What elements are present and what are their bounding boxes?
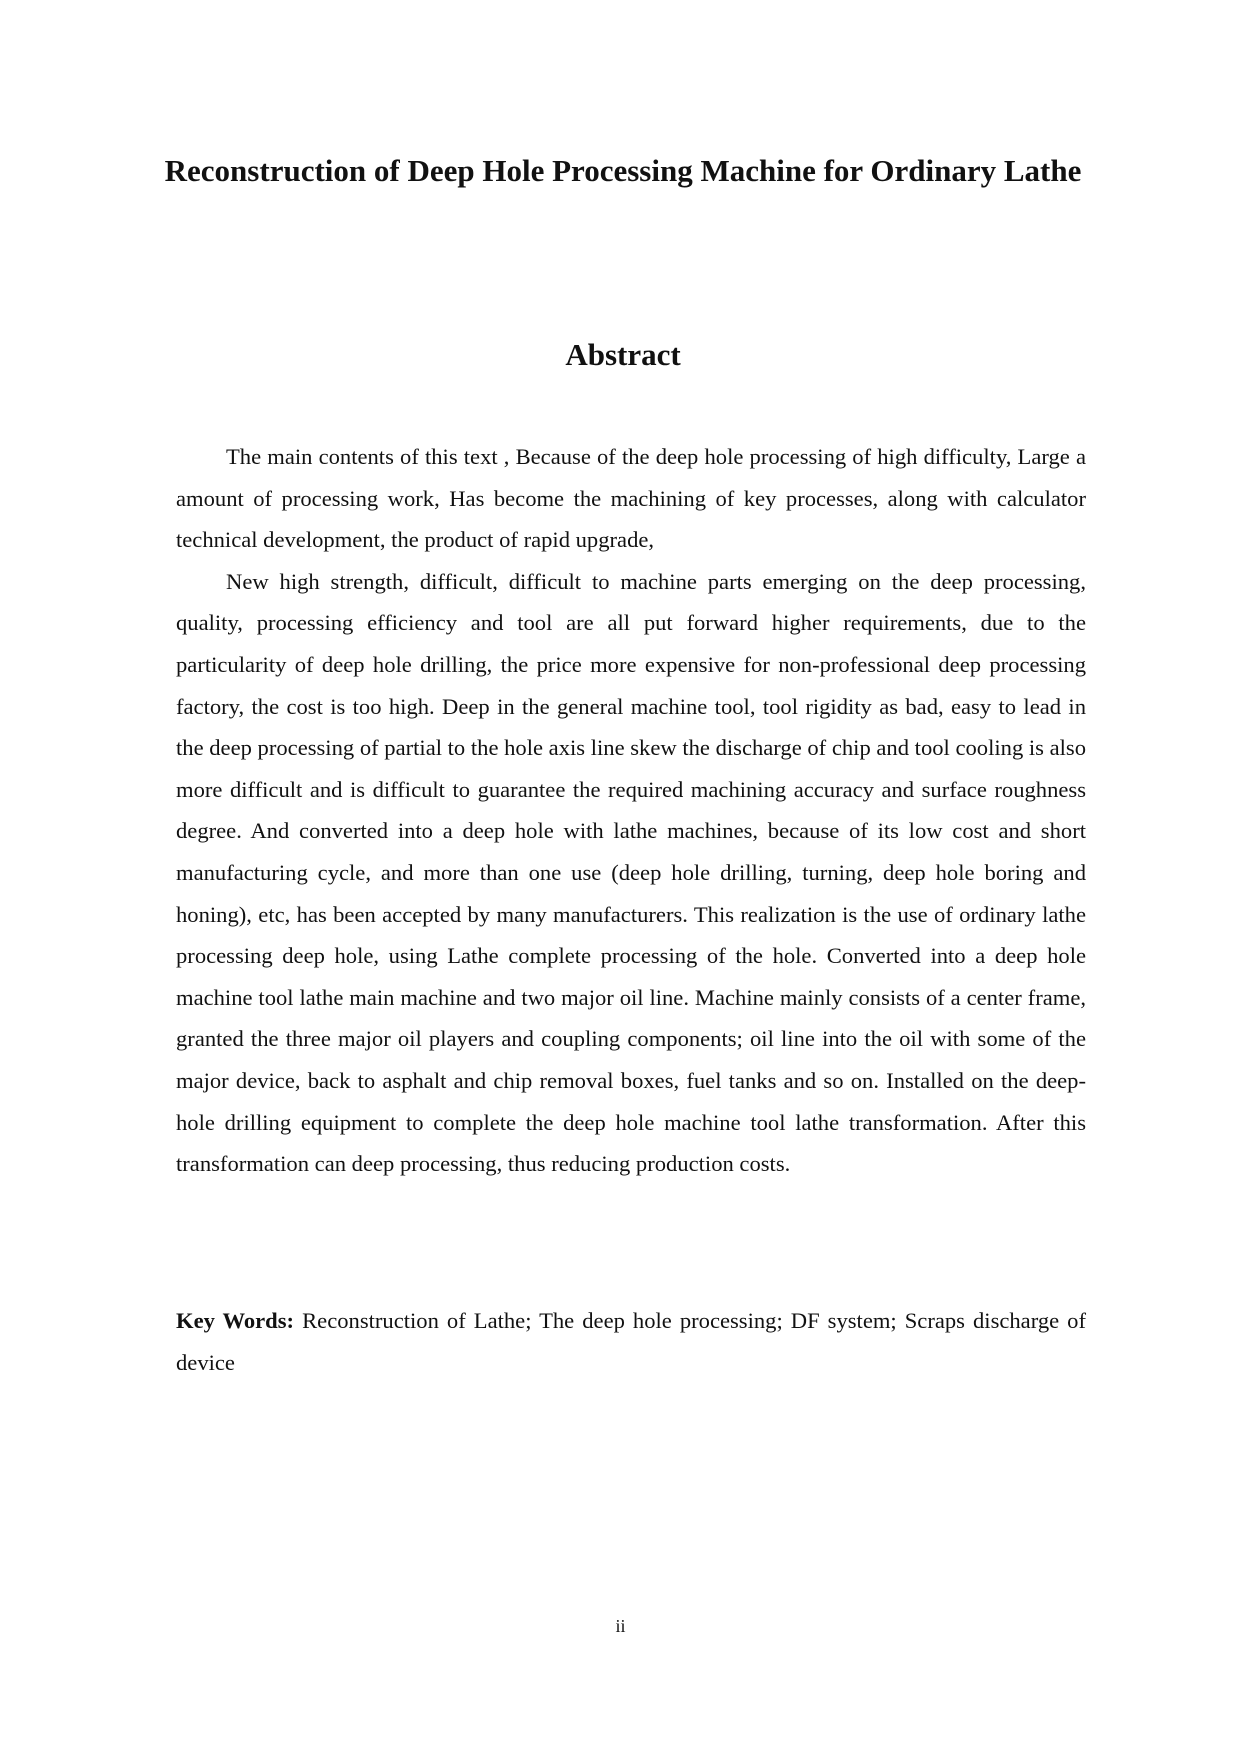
- keywords-label: Key Words:: [176, 1308, 295, 1333]
- abstract-body: [176, 436, 1086, 1185]
- abstract-paragraph-2: New high strength, difficult, difficult to machine parts emerging on the deep processing, quality, processing efficiency and tool are all put forward higher requirements, due to the particularity of deep hole drilling, the price more expensive for non-professional deep processing factory, the cost is too high. Deep in the general machine tool, tool rigidity as bad, easy to lead in the deep processing of partial to the hole axis line skew the discharge of chip and tool cooling is also more difficult and is difficult to guarantee the required machining accuracy and surface roughness degree. And converted into a deep hole with lathe machines, because of its low cost and short manufacturing cycle, and more than one use (deep hole drilling, turning, deep hole boring and honing), etc, has been accepted by many manufacturers. This realization is the use of ordinary lathe processing deep hole, using Lathe complete processing of the hole. Converted into a deep hole machine tool lathe main machine and two major oil line. Machine mainly consists of a center frame, granted the three major oil players and coupling components; oil line into the oil with some of the major device, back to asphalt and chip removal boxes, fuel tanks and so on. Installed on the deep-hole drilling equipment to complete the deep hole machine tool lathe transformation. After this transformation can deep processing, thus reducing production costs.: [176, 568, 1087, 1177]
- page-number: ii: [615, 1616, 626, 1636]
- abstract-paragraph-1: The main contents of this text , Because of the deep hole processing of high difficulty, Large a amount of processing work, Has become the machining of key processes, along with calculator technical development, the product of rapid upgrade,: [176, 444, 1086, 553]
- document-title: Reconstruction of Deep Hole Processing Machine for Ordinary Lathe: [164, 153, 1082, 188]
- abstract-heading: Abstract: [565, 337, 681, 372]
- keywords: [176, 1300, 1086, 1383]
- keywords-text: Reconstruction of Lathe; The deep hole processing; DF system; Scraps discharge of device: [176, 1308, 1086, 1375]
